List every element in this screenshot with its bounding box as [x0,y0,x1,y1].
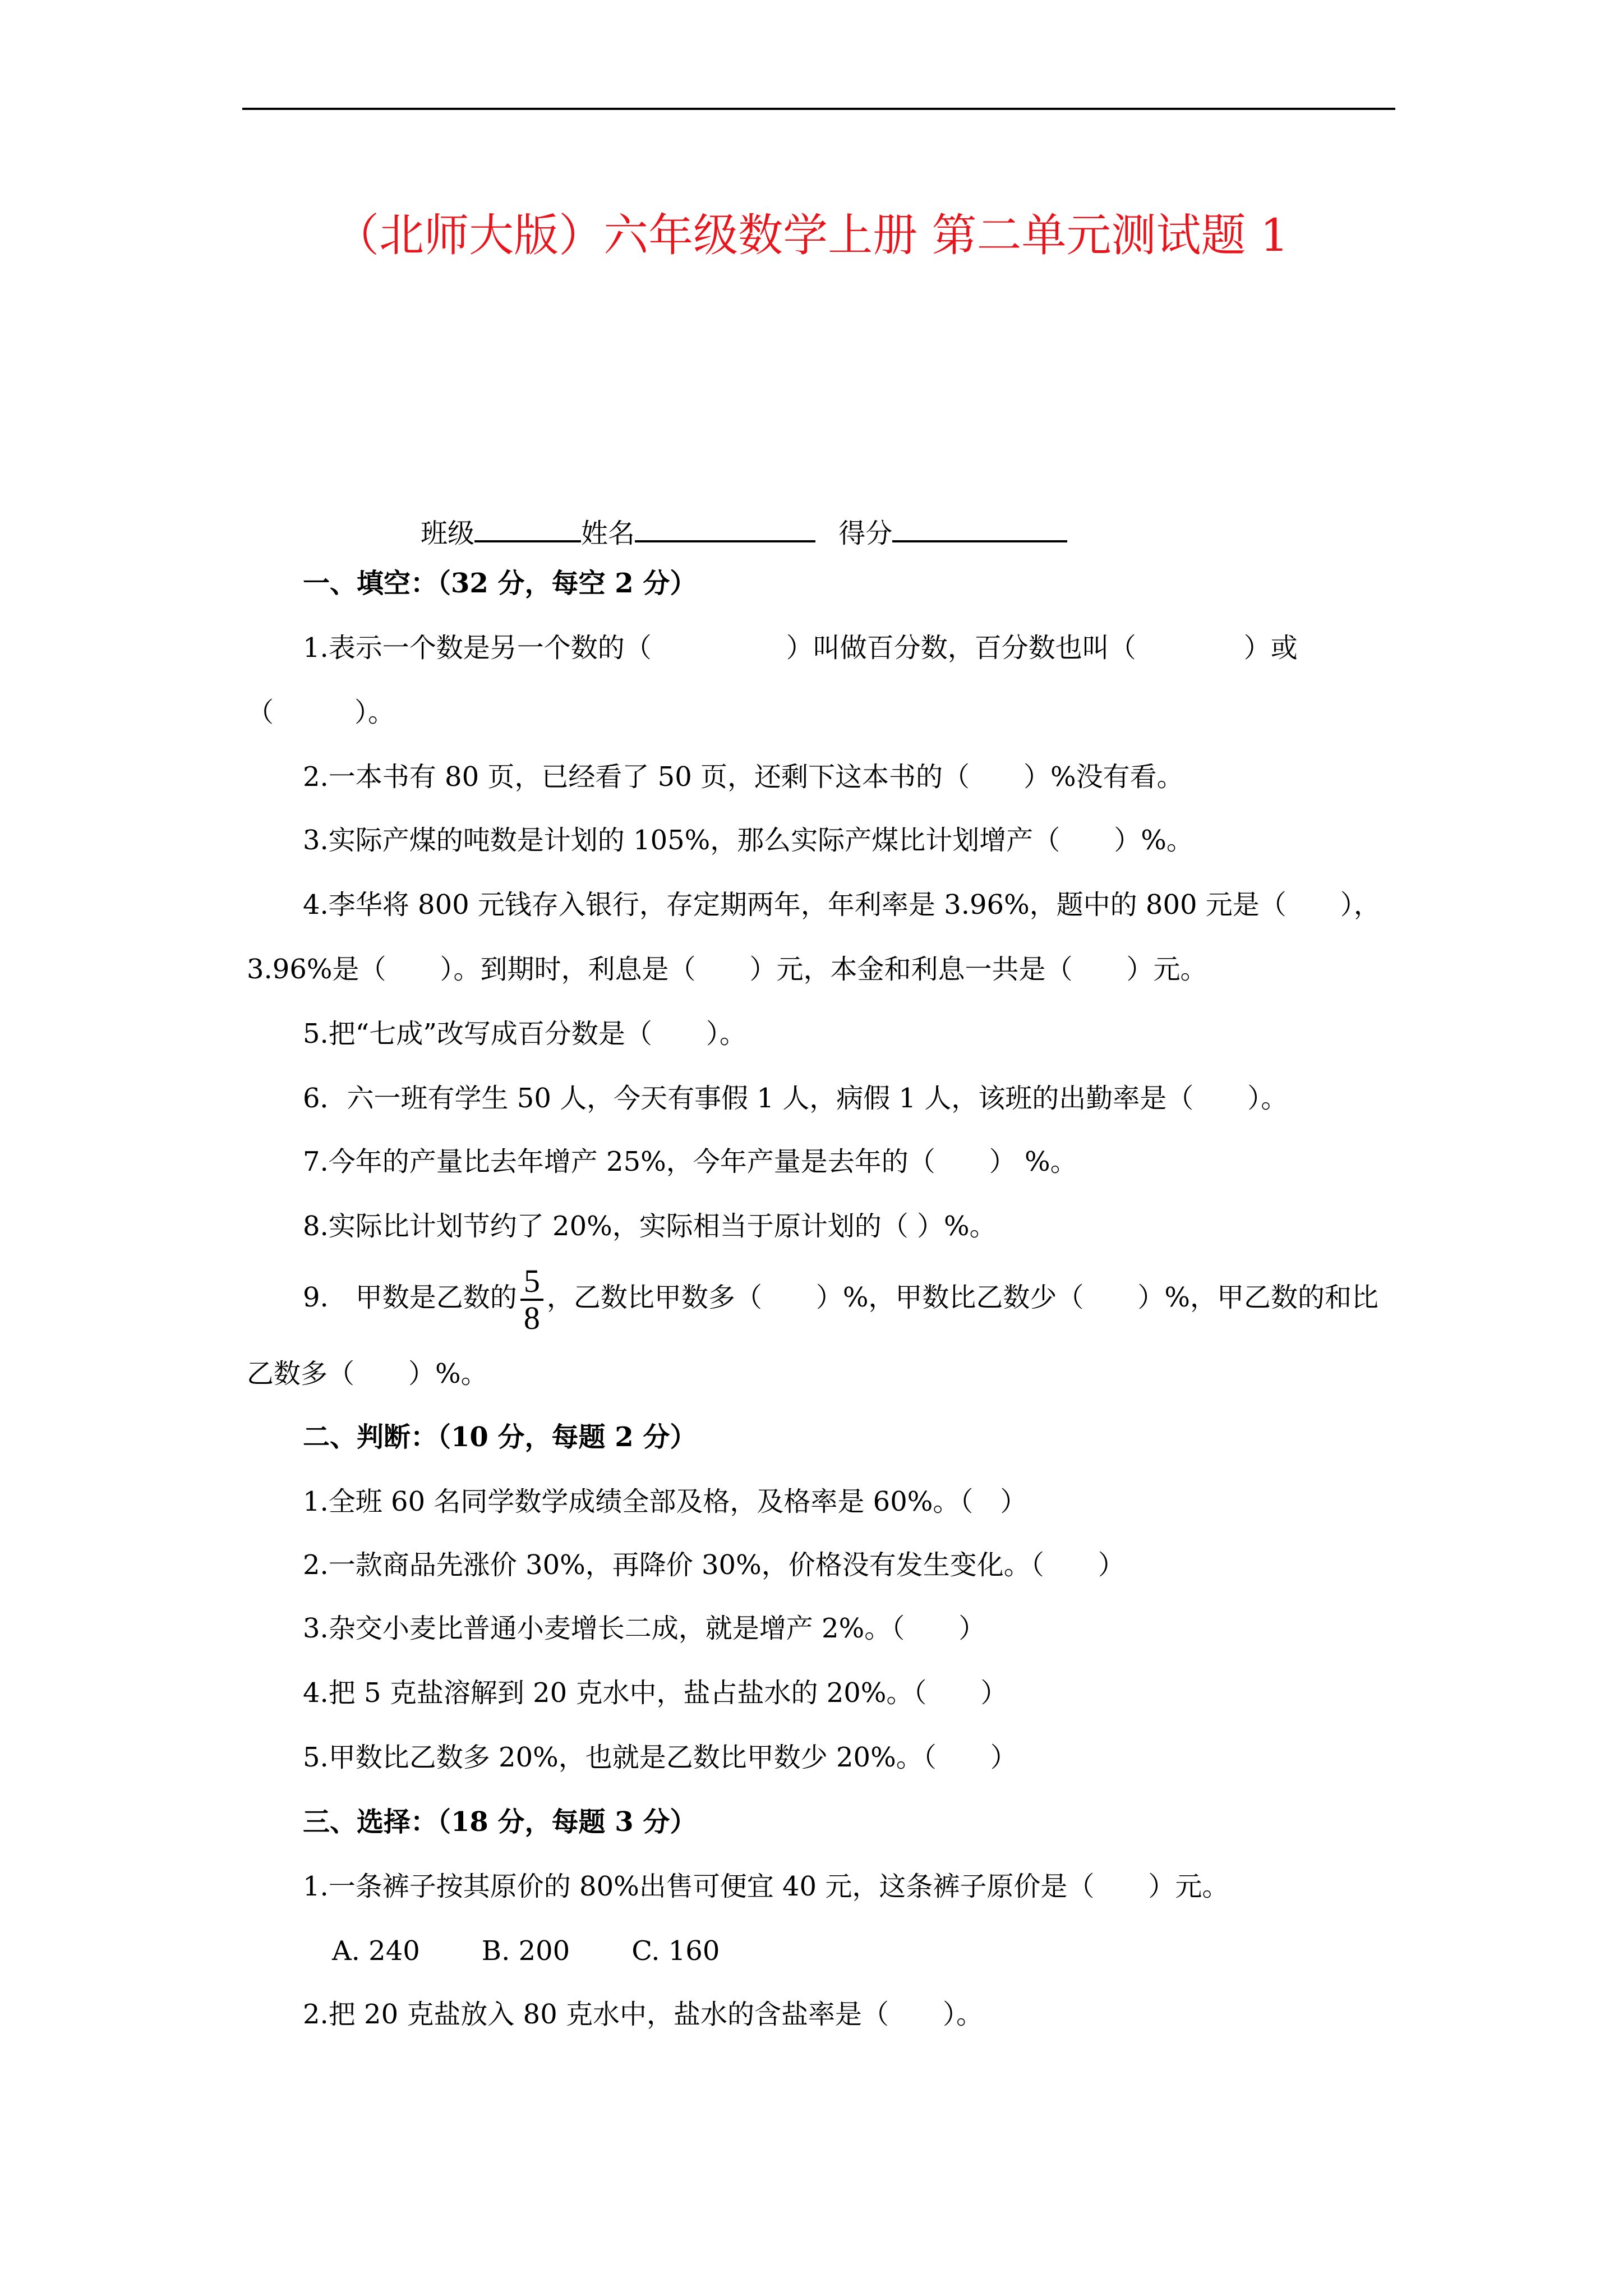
s3-q2: 2.把 20 克盐放入 80 克水中，盐水的含盐率是（ ）。 [303,1999,983,2030]
s1-q1-line2: （ ）。 [247,697,395,728]
s1-q8: 8.实际比计划节约了 20%，实际相当于原计划的（ ）%。 [303,1211,997,1242]
name-blank[interactable] [635,513,815,542]
s1-q4-line1: 4.李华将 800 元钱存入银行，存定期两年，年利率是 3.96%，题中的 800 元是（ ）， [303,889,1381,921]
score-blank[interactable] [892,513,1067,542]
s1-q9-prefix: 9. 甲数是乙数的 [303,1282,517,1313]
s1-q2: 2.一本书有 80 页，已经看了 50 页，还剩下这本书的（ ）%没有看。 [303,761,1184,793]
option-c[interactable]: C. 160 [631,1935,720,1967]
option-b[interactable]: B. 200 [481,1935,570,1967]
header-rule [242,108,1395,110]
fraction-numerator: 5 [520,1264,543,1301]
s1-q1-line1: 1.表示一个数是另一个数的（ ）叫做百分数，百分数也叫（ ）或 [303,632,1298,664]
s2-q1: 1.全班 60 名同学数学成绩全部及格，及格率是 60%。（ ） [303,1486,1027,1517]
s2-q3: 3.杂交小麦比普通小麦增长二成，就是增产 2%。（ ） [303,1613,986,1644]
score-label: 得分 [838,518,893,549]
option-a[interactable]: A. 240 [332,1935,420,1967]
class-blank[interactable] [474,513,581,542]
s1-q5: 5.把“七成”改写成百分数是（ ）。 [303,1018,746,1050]
class-label: 班级 [421,518,475,549]
s1-q9-suffix: ，乙数比甲数多（ ）%，甲数比乙数少（ ）%，甲乙数的和比 [546,1282,1379,1313]
section3-heading: 三、选择：（18 分，每题 3 分） [303,1806,697,1838]
s1-q9-line1 [303,1261,1378,1336]
name-label: 姓名 [581,518,635,549]
s3-q1-options [332,1931,720,1971]
s1-q3: 3.实际产煤的吨数是计划的 105%，那么实际产煤比计划增产（ ）%。 [303,825,1193,856]
s2-q5: 5.甲数比乙数多 20%，也就是乙数比甲数少 20%。（ ） [303,1742,1017,1773]
s2-q2: 2.一款商品先涨价 30%，再降价 30%，价格没有发生变化。（ ） [303,1549,1125,1581]
s2-q4: 4.把 5 克盐溶解到 20 克水中，盐占盐水的 20%。（ ） [303,1677,1008,1709]
section1-heading: 一、填空：（32 分，每空 2 分） [303,568,697,599]
student-info-row [421,513,1067,553]
s1-q9-line2: 乙数多（ ）%。 [247,1358,488,1389]
page-title: （北师大版）六年级数学上册 第二单元测试题 1 [334,209,1289,261]
s1-q7: 7.今年的产量比去年增产 25%，今年产量是去年的（ ） %。 [303,1146,1077,1177]
s1-q4-line2: 3.96%是（ ）。到期时，利息是（ ）元，本金和利息一共是（ ）元。 [247,954,1207,985]
fraction-five-eighths [520,1264,543,1336]
s1-q6: 6．六一班有学生 50 人，今天有事假 1 人，病假 1 人，该班的出勤率是（ ）。 [303,1083,1288,1114]
fraction-denominator: 8 [523,1299,540,1336]
section2-heading: 二、判断：（10 分，每题 2 分） [303,1421,697,1453]
s3-q1: 1.一条裤子按其原价的 80%出售可便宜 40 元，这条裤子原价是（ ）元。 [303,1871,1229,1902]
